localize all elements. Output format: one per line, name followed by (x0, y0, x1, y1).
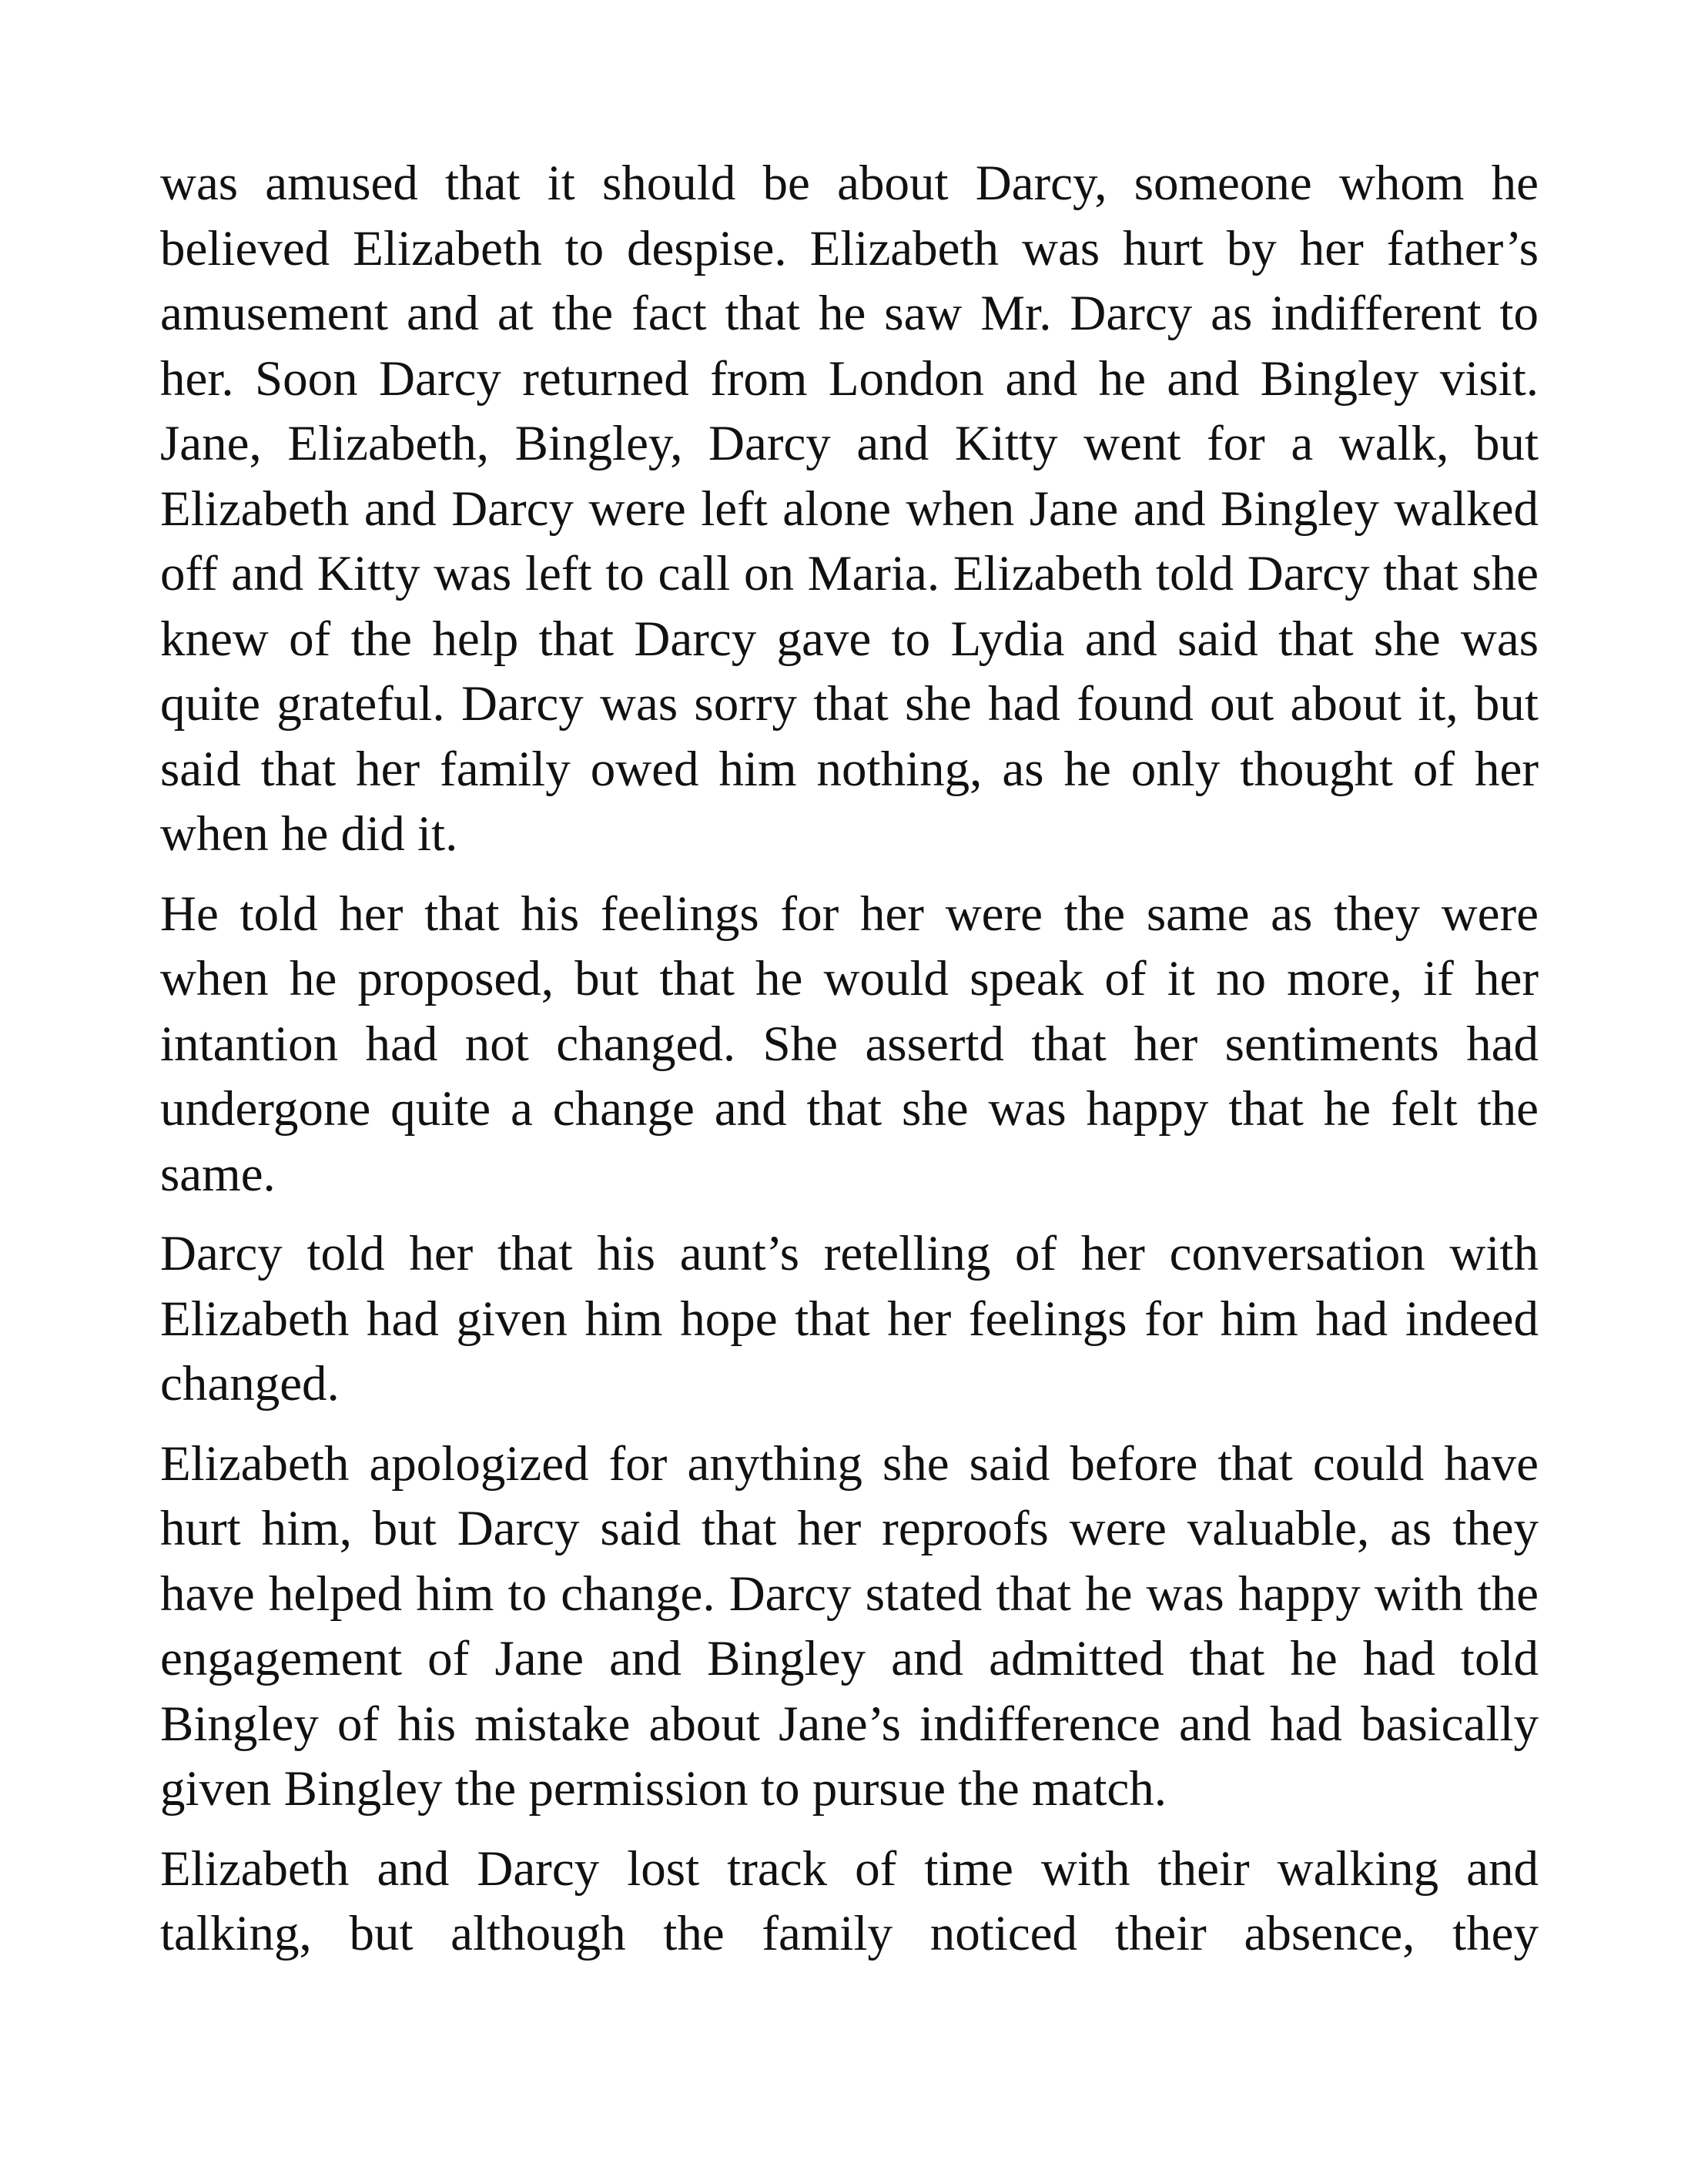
paragraph-5: Elizabeth and Darcy lost track of time with their walking and talking, but although the family noticed their absence, they (160, 1840, 1539, 1961)
paragraph-1: was amused that it should be about Darcy, someone whom he believed Elizabeth to despise. Elizabeth was hurt by her father’s amusement and at the fact that he saw Mr. Darcy as indifferent to her. Soon Darcy returned from London and he and Bingley visit. Jane, Elizabeth, Bingley, Darcy and Kitty went for a walk, but Elizabeth and Darcy were left alone when Jane and Bingley walked off and Kitty was left to call on Maria. Elizabeth told Darcy that she knew of the help that Darcy gave to Lydia and said that she was quite grateful. Darcy was sorry that she had found out about it, but said that her family owed him nothing, as he only thought of her when he did it. (160, 156, 1539, 862)
paragraph-2: He told her that his feelings for her were the same as they were when he proposed, but that he would speak of it no more, if her intantion had not changed. She assertd that her sentiments had undergone quite a change and that she was happy that he felt the same. (160, 886, 1539, 1202)
paragraph-3: Darcy told her that his aunt’s retelling of her conversation with Elizabeth had given him hope that her feelings for him had indeed changed. (160, 1226, 1539, 1412)
paragraph-4: Elizabeth apologized for anything she said before that could have hurt him, but Darcy said that her reproofs were valuable, as they have helped him to change. Darcy stated that he was happy with the engagement of Jane and Bingley and admitted that he had told Bingley of his mistake about Jane’s indifference and had basically given Bingley the permission to pursue the match. (160, 1435, 1539, 1817)
document-page (160, 151, 1539, 1967)
